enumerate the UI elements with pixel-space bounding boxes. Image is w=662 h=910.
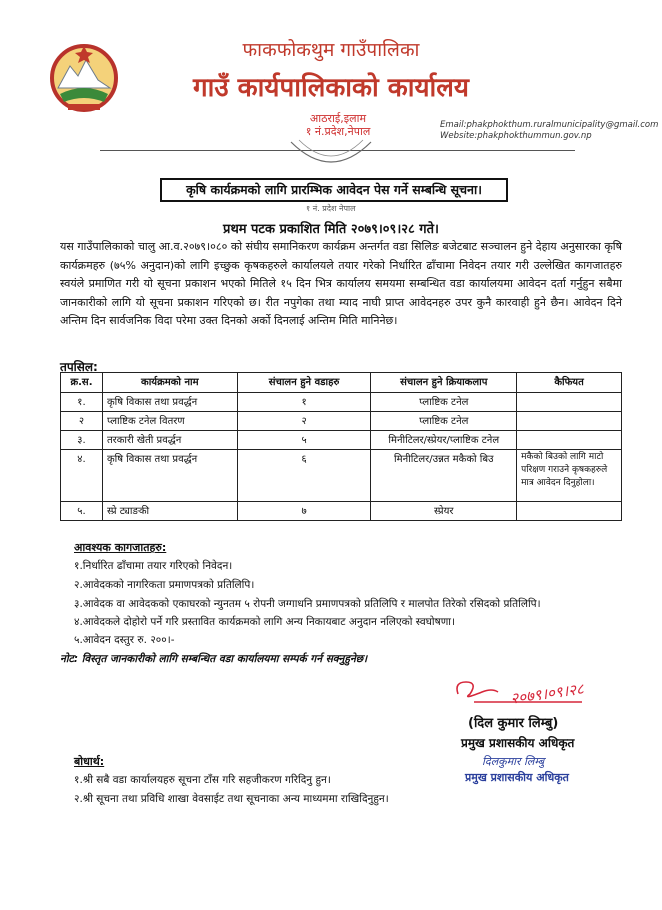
- cell-sn: १.: [61, 393, 103, 412]
- published-date: प्रथम पटक प्रकाशित मिति २०७९।०९।२८ गते।: [223, 222, 439, 237]
- document-item: ४.आवेदकले दोहोरो पर्ने गरि प्रस्तावित कार्यक्रमको लागि अन्य निकायबाट अनुदान नलिएको स्वघोषणा।: [74, 616, 456, 628]
- table-row: [61, 431, 622, 450]
- signature-date: २०७९।०९।२८: [509, 679, 585, 708]
- program-table: [60, 372, 622, 521]
- round-stamp-icon: [285, 138, 377, 178]
- stamp-line-2: १ नं.प्रदेश,नेपाल: [305, 125, 371, 138]
- document-item: ५.आवेदन दस्तुर रु. २००।-: [74, 634, 175, 646]
- table-row: [61, 450, 622, 502]
- col-header-sn: क्र.स.: [61, 373, 103, 393]
- col-header-activities: संचालन हुने क्रियाकलाप: [371, 373, 517, 393]
- cell-ward: १: [237, 393, 371, 412]
- col-header-program: कार्यक्रमको नाम: [102, 373, 237, 393]
- notice-title: कृषि कार्यक्रमको लागि प्रारम्भिक आवेदन पेस गर्ने सम्बन्धि सूचना।: [160, 178, 508, 202]
- cc-heading: बोधार्थ:: [74, 755, 105, 768]
- office-name: गाउँ कार्यपालिकाको कार्यालय: [193, 73, 469, 103]
- document-item: ३.आवेदक वा आवेदकको एकाघरको न्युनतम ५ रोपनी जग्गाधनि प्रमाणपत्रको प्रतिलिपि र मालपोत तिरेको रसिदको प्रतिलिपि।: [74, 598, 541, 610]
- office-stamp-text: [290, 112, 386, 138]
- signatory-title: प्रमुख प्रशासकीय अधिकृत: [461, 736, 575, 750]
- cc-item: २.श्री सूचना तथा प्रविधि शाखा वेवसाईट तथा सूचनाका अन्य माध्यममा राखिदिनुहुन।: [74, 793, 389, 805]
- municipality-name: फाकफोकथुम गाउँपालिका: [242, 39, 420, 61]
- document-item: १.निर्धारित ढाँचामा तयार गरिएको निवेदन।: [74, 560, 233, 572]
- documents-heading: आवश्यक कागजातहरु:: [74, 541, 167, 554]
- cell-activity: प्लाष्टिक टनेल: [371, 412, 517, 431]
- signature-scribble: [452, 668, 632, 708]
- website-text: Website:phakphokthummun.gov.np: [440, 131, 592, 141]
- stamp-line-1: आठराई,इलाम: [309, 112, 367, 125]
- table-row: [61, 393, 622, 412]
- cell-program: कृषि विकास तथा प्रवर्द्धन: [102, 393, 237, 412]
- cell-activity: मिनीटिलर/उन्नत मकैको बिउ: [371, 450, 517, 502]
- cell-sn: ४.: [61, 450, 103, 502]
- details-heading: तपसिल:: [60, 360, 98, 374]
- email-text: Email:phakphokthum.ruralmunicipality@gmail.com: [440, 120, 659, 130]
- signatory-name: (दिल कुमार लिम्बु): [468, 716, 559, 731]
- cell-program: कृषि विकास तथा प्रवर्द्धन: [102, 450, 237, 502]
- contact-info: [440, 120, 658, 142]
- cell-remarks: [517, 393, 622, 412]
- cell-activity: प्लाष्टिक टनेल: [371, 393, 517, 412]
- cell-ward: ७: [237, 502, 371, 521]
- cell-activity: मिनीटिलर/स्प्रेयर/प्लाष्टिक टनेल: [371, 431, 517, 450]
- table-row: [61, 502, 622, 521]
- cell-remarks: [517, 431, 622, 450]
- cell-program: स्प्रे ट्याङकी: [102, 502, 237, 521]
- stamp-signatory-title: प्रमुख प्रशासकीय अधिकृत: [465, 771, 569, 784]
- cell-ward: ६: [237, 450, 371, 502]
- cell-remarks: [517, 412, 622, 431]
- cell-activity: स्प्रेयर: [371, 502, 517, 521]
- cell-program: प्लाष्टिक टनेल वितरण: [102, 412, 237, 431]
- table-header-row: [61, 373, 622, 393]
- note-text: नोट: विस्तृत जानकारीको लागि सम्बन्धित वडा कार्यालयमा सम्पर्क गर्न सक्नुहुनेछ।: [60, 653, 368, 665]
- cell-sn: ५.: [61, 502, 103, 521]
- stamp-signatory-name: दिलकुमार लिम्बु: [482, 755, 545, 768]
- cell-program: तरकारी खेती प्रवर्द्धन: [102, 431, 237, 450]
- cell-remarks: [517, 502, 622, 521]
- col-header-remarks: कैफियत: [517, 373, 622, 393]
- col-header-wards: संचालन हुने वडाहरु: [237, 373, 371, 393]
- document-item: २.आवेदकको नागरिकता प्रमाणपत्रको प्रतिलिपि।: [74, 579, 255, 591]
- cell-ward: २: [237, 412, 371, 431]
- cell-sn: ३.: [61, 431, 103, 450]
- cell-sn: २: [61, 412, 103, 431]
- cc-item: १.श्री सबै वडा कार्यालयहरु सूचना टाँस गरि सहजीकरण गरिदिनु हुन।: [74, 774, 331, 786]
- notice-body: यस गाउँपालिकाको चालु आ.व.२०७९।०८० को संघीय समानिकरण कार्यक्रम अन्तर्गत वडा सिलिङ बजेटबाट सञ्चालन हुने देहाय अनुसारका कृषि कार्यक्रमहरु (७५% अनुदान)को लागि इच्छुक कृषकहरुले कार्यालयले तयार गरेको निर्धारित ढाँचामा निवेदन तयार गरी उल्लेखित कागजातहरु स्वयंले प्रमाणित गरी यो सूचना प्रकाशन भएको मितिले १५ दिन भित्र कार्यालय समयमा सम्बन्धित वडा कार्यालयमा आवेदन दर्ता गर्नुहुन सबैमा जानकारीको लागि यो सूचना प्रकाशन गरिएको छ। रीत नपुगेका तथा म्याद नाघी प्राप्त आवेदनहरु उपर कुनै कारवाही हुने छैन। आवेदन दिने अन्तिम दिन सार्वजनिक विदा परेमा उक्त दिनको अर्को दिनलाई अन्तिम मिति मानिनेछ।: [60, 240, 622, 327]
- cell-remarks: मकैको बिउको लागि माटो परिक्षण गराउने कृषकहरुले मात्र आवेदन दिनुहोला।: [517, 450, 622, 502]
- stamp-small-text: १ नं. प्रदेश नेपाल: [306, 204, 356, 213]
- cell-ward: ५: [237, 431, 371, 450]
- table-row: [61, 412, 622, 431]
